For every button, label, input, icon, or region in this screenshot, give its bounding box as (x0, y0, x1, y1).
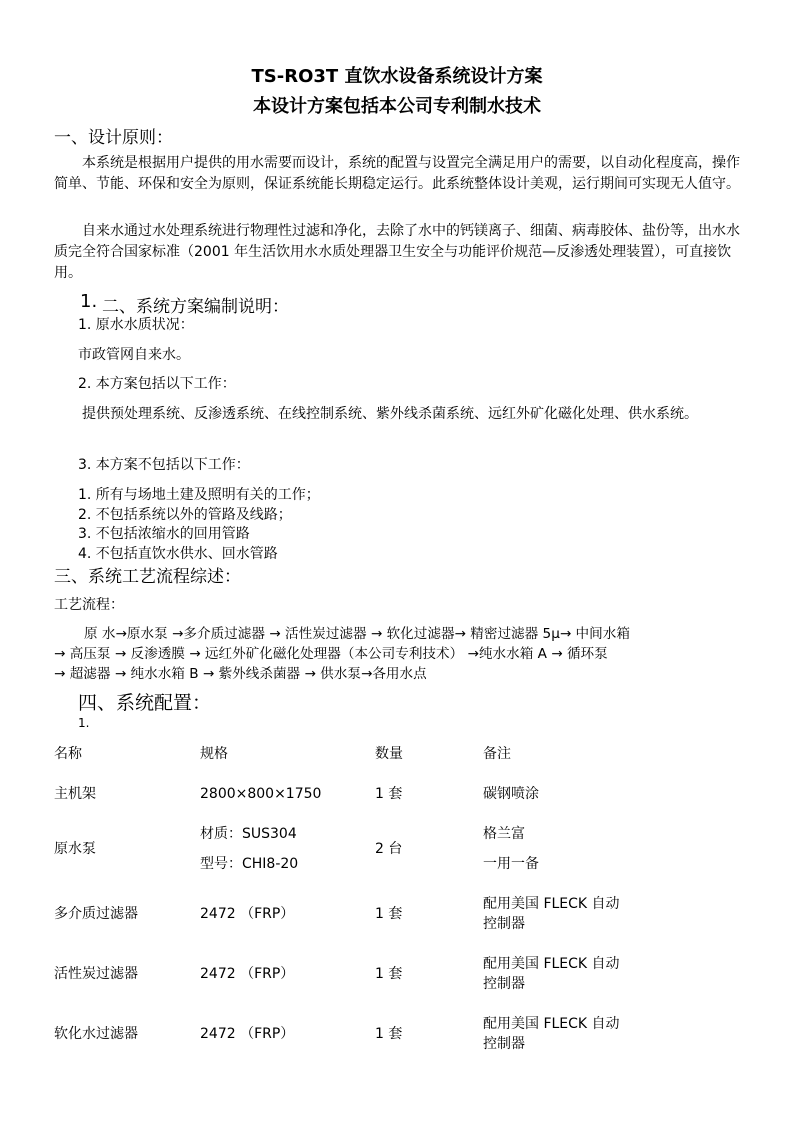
table-cell-name: 主机架 (54, 786, 96, 802)
table-cell-name: 活性炭过滤器 (54, 966, 138, 982)
table-cell-qty: 1 套 (375, 966, 403, 982)
table-cell-qty: 1 套 (375, 906, 403, 922)
table-cell-spec: 2472 （FRP） (200, 1026, 295, 1042)
table-cell-note: 控制器 (483, 916, 525, 932)
section-2-item-3: 3. 本方案不包括以下工作： (78, 457, 250, 473)
section-1-heading: 一、设计原则： (54, 128, 173, 148)
section-4-number: 1. (78, 716, 90, 730)
table-cell-qty: 1 套 (375, 786, 403, 802)
table-header-spec: 规格 (200, 746, 228, 762)
section-4-heading: 四、系统配置： (78, 692, 212, 714)
section-1-paragraph-2: 自来水通过水处理系统进行物理性过滤和净化，去除了水中的钙镁离子、细菌、病毒胶体、盐份等，出水水质完全符合国家标准（2001 年生活饮用水水质处理器卫生安全与功能评价规范—反渗透处理装置），可直接饮用。 (54, 223, 740, 281)
section-1-paragraph-1: 本系统是根据用户提供的用水需要而设计，系统的配置与设置完全满足用户的需要，以自动化程度高，操作简单、节能、环保和安全为原则，保证系统能长期稳定运行。此系统整体设计美观，运行期间可实现无人值守。 (54, 155, 740, 192)
document-subtitle: 本设计方案包括本公司专利制水技术 (253, 96, 541, 117)
table-cell-note: 一用一备 (483, 856, 539, 872)
table-cell-name: 原水泵 (54, 841, 96, 857)
section-2-number: 1. (80, 291, 98, 312)
table-cell-spec: 型号：CHI8-20 (200, 856, 299, 872)
section-2-heading: 二、系统方案编制说明： (102, 297, 289, 317)
table-cell-spec: 2472 （FRP） (200, 906, 295, 922)
process-flow-line-1: 原 水→原水泵 →多介质过滤器 → 活性炭过滤器 → 软化过滤器→ 精密过滤器 5μ→ 中间水箱 (84, 626, 630, 642)
process-label: 工艺流程： (54, 597, 124, 613)
section-2-item-2-text: 提供预处理系统、反渗透系统、在线控制系统、紫外线杀菌系统、远红外矿化磁化处理、供水系统。 (82, 406, 698, 422)
document-title: TS-RO3T 直饮水设备系统设计方案 (251, 66, 543, 87)
table-cell-spec: 2800×800×1750 (200, 786, 322, 802)
table-cell-name: 多介质过滤器 (54, 906, 138, 922)
exclusion-item: 3. 不包括浓缩水的回用管路 (78, 526, 250, 542)
table-cell-spec: 2472 （FRP） (200, 966, 295, 982)
section-2-item-1: 1. 原水水质状况： (78, 317, 194, 333)
exclusion-item: 4. 不包括直饮水供水、回水管路 (78, 546, 278, 562)
exclusion-item: 2. 不包括系统以外的管路及线路； (78, 507, 292, 523)
table-header-name: 名称 (54, 746, 82, 762)
table-header-note: 备注 (483, 746, 511, 762)
table-cell-qty: 1 套 (375, 1026, 403, 1042)
table-cell-note: 格兰富 (483, 826, 525, 842)
table-cell-name: 软化水过滤器 (54, 1026, 138, 1042)
table-cell-note: 配用美国 FLECK 自动 (483, 896, 620, 912)
table-cell-note: 控制器 (483, 976, 525, 992)
section-2-item-1-text: 市政管网自来水。 (78, 347, 190, 363)
table-header-qty: 数量 (375, 746, 403, 762)
table-cell-spec: 材质：SUS304 (200, 826, 297, 842)
section-3-heading: 三、系统工艺流程综述： (54, 567, 241, 587)
table-cell-qty: 2 台 (375, 841, 403, 857)
table-cell-note: 配用美国 FLECK 自动 (483, 1016, 620, 1032)
table-cell-note: 控制器 (483, 1036, 525, 1052)
exclusion-item: 1. 所有与场地土建及照明有关的工作； (78, 487, 320, 503)
table-cell-note: 配用美国 FLECK 自动 (483, 956, 620, 972)
process-flow-line-3: → 超滤器 → 纯水水箱 B → 紫外线杀菌器 → 供水泵→各用水点 (54, 666, 427, 682)
table-cell-note: 碳钢喷涂 (483, 786, 539, 802)
section-2-item-2: 2. 本方案包括以下工作： (78, 376, 236, 392)
process-flow-line-2: → 高压泵 → 反渗透膜 → 远红外矿化磁化处理器（本公司专利技术） →纯水水箱 A → 循环泵 (54, 646, 608, 662)
